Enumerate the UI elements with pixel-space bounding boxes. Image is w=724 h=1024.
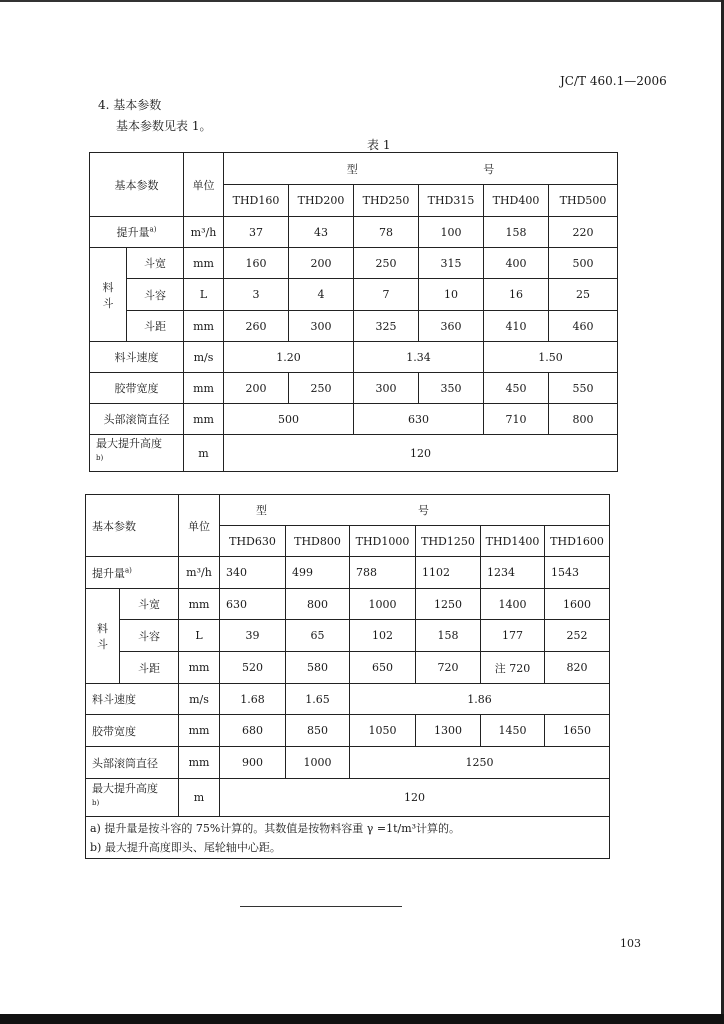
value-cell: 1.34 xyxy=(354,342,484,373)
header-unit: 单位 xyxy=(184,153,224,217)
drum-label: 头部滚筒直径 xyxy=(90,404,184,435)
footnote-ref-b: b) xyxy=(92,798,100,807)
value-cell: 850 xyxy=(286,715,350,747)
value-cell: 325 xyxy=(354,311,419,342)
value-cell: 252 xyxy=(545,620,610,652)
model-cell: THD400 xyxy=(484,185,549,217)
value-cell: 1000 xyxy=(350,589,416,620)
table-caption: 表 1 xyxy=(367,138,391,152)
document-code: JC/T 460.1—2006 xyxy=(560,74,667,88)
type-label-a: 型 xyxy=(346,162,358,176)
drum-unit: mm xyxy=(184,404,224,435)
value-cell: 499 xyxy=(286,557,350,589)
type-label-b: 号 xyxy=(418,504,430,517)
value-cell: 300 xyxy=(289,311,354,342)
value-cell: 1.50 xyxy=(484,342,618,373)
value-cell: 300 xyxy=(354,373,419,404)
value-cell: 315 xyxy=(419,248,484,279)
value-cell: 160 xyxy=(224,248,289,279)
value-cell: 1250 xyxy=(350,747,610,779)
drum-unit: mm xyxy=(179,747,220,779)
value-cell: 630 xyxy=(220,589,286,620)
value-cell: 1450 xyxy=(481,715,545,747)
value-cell: 158 xyxy=(416,620,481,652)
height-unit: m xyxy=(184,435,224,472)
value-cell: 4 xyxy=(289,279,354,311)
height-label: 最大提升高度 $^{b)}$ xyxy=(90,435,184,472)
value-cell: 260 xyxy=(224,311,289,342)
value-cell: 1400 xyxy=(481,589,545,620)
value-cell: 360 xyxy=(419,311,484,342)
value-cell: 1543 xyxy=(545,557,610,589)
footnote-ref-b: b) xyxy=(96,454,104,463)
value-cell: 250 xyxy=(289,373,354,404)
lift-unit: m³/h xyxy=(184,217,224,248)
speed-unit: m/s xyxy=(179,684,220,715)
value-cell: 1300 xyxy=(416,715,481,747)
value-cell: 200 xyxy=(224,373,289,404)
lift-unit: m³/h xyxy=(179,557,220,589)
value-cell: 1600 xyxy=(545,589,610,620)
footnote-b: b) 最大提升高度即头、尾轮轴中心距。 xyxy=(90,840,281,854)
value-cell: 1234 xyxy=(481,557,545,589)
header-type xyxy=(220,495,610,526)
drum-label: 头部滚筒直径 xyxy=(86,747,179,779)
model-cell: THD1600 xyxy=(545,526,610,557)
value-cell: 158 xyxy=(484,217,549,248)
header-param: 基本参数 xyxy=(90,153,184,217)
value-cell: 16 xyxy=(484,279,549,311)
pitch-unit: mm xyxy=(179,652,220,684)
volume-label: 斗容 xyxy=(127,279,184,311)
value-cell: 400 xyxy=(484,248,549,279)
value-cell: 460 xyxy=(549,311,618,342)
value-cell: 800 xyxy=(286,589,350,620)
header-unit: 单位 xyxy=(179,495,220,557)
model-cell: THD630 xyxy=(220,526,286,557)
value-cell: 注 720 xyxy=(481,652,545,684)
value-cell: 1.68 xyxy=(220,684,286,715)
lift-label: 提升量$^{a)}$ xyxy=(90,217,184,248)
value-cell: 1250 xyxy=(416,589,481,620)
pitch-unit: mm xyxy=(184,311,224,342)
value-cell: 900 xyxy=(220,747,286,779)
value-cell: 1000 xyxy=(286,747,350,779)
value-cell: 43 xyxy=(289,217,354,248)
bucket-group-label: 料 斗 xyxy=(86,589,120,684)
value-cell: 450 xyxy=(484,373,549,404)
value-cell: 78 xyxy=(354,217,419,248)
table-footnotes xyxy=(86,817,610,859)
footnote-ref-a: a) xyxy=(149,225,157,234)
value-cell: 120 xyxy=(224,435,618,472)
value-cell: 7 xyxy=(354,279,419,311)
scan-edge-top xyxy=(0,0,724,2)
model-cell: THD160 xyxy=(224,185,289,217)
page-number: 103 xyxy=(620,937,641,950)
model-cell: THD1400 xyxy=(481,526,545,557)
value-cell: 788 xyxy=(350,557,416,589)
width-unit: mm xyxy=(179,589,220,620)
value-cell: 220 xyxy=(549,217,618,248)
value-cell: 500 xyxy=(224,404,354,435)
value-cell: 520 xyxy=(220,652,286,684)
value-cell: 550 xyxy=(549,373,618,404)
value-cell: 410 xyxy=(484,311,549,342)
value-cell: 102 xyxy=(350,620,416,652)
value-cell: 65 xyxy=(286,620,350,652)
height-label: 最大提升高度 $^{b)}$ xyxy=(86,779,179,817)
value-cell: 1102 xyxy=(416,557,481,589)
value-cell: 10 xyxy=(419,279,484,311)
value-cell: 1650 xyxy=(545,715,610,747)
width-label: 斗宽 xyxy=(127,248,184,279)
pitch-label: 斗距 xyxy=(120,652,179,684)
belt-label: 胶带宽度 xyxy=(86,715,179,747)
value-cell: 177 xyxy=(481,620,545,652)
value-cell: 820 xyxy=(545,652,610,684)
volume-label: 斗容 xyxy=(120,620,179,652)
value-cell: 350 xyxy=(419,373,484,404)
spec-table-1 xyxy=(89,152,618,472)
lift-label: 提升量$^{a)}$ xyxy=(86,557,179,589)
width-unit: mm xyxy=(184,248,224,279)
header-type xyxy=(224,153,618,185)
speed-label: 料斗速度 xyxy=(86,684,179,715)
model-cell: THD250 xyxy=(354,185,419,217)
value-cell: 800 xyxy=(549,404,618,435)
spec-table-2 xyxy=(85,494,610,859)
width-label: 斗宽 xyxy=(120,589,179,620)
type-label-b: 号 xyxy=(483,162,495,176)
value-cell: 250 xyxy=(354,248,419,279)
value-cell: 37 xyxy=(224,217,289,248)
value-cell: 1050 xyxy=(350,715,416,747)
model-cell: THD800 xyxy=(286,526,350,557)
volume-unit: L xyxy=(184,279,224,311)
model-cell: THD200 xyxy=(289,185,354,217)
value-cell: 1.65 xyxy=(286,684,350,715)
model-cell: THD1000 xyxy=(350,526,416,557)
section-heading: 4. 基本参数 xyxy=(98,98,162,112)
bucket-group-label: 料 斗 xyxy=(90,248,127,342)
speed-unit: m/s xyxy=(184,342,224,373)
pitch-label: 斗距 xyxy=(127,311,184,342)
value-cell: 25 xyxy=(549,279,618,311)
value-cell: 340 xyxy=(220,557,286,589)
value-cell: 680 xyxy=(220,715,286,747)
scan-edge-bottom xyxy=(0,1014,724,1024)
footer-rule xyxy=(240,906,402,907)
belt-label: 胶带宽度 xyxy=(90,373,184,404)
model-cell: THD1250 xyxy=(416,526,481,557)
speed-label: 料斗速度 xyxy=(90,342,184,373)
header-param: 基本参数 xyxy=(86,495,179,557)
value-cell: 710 xyxy=(484,404,549,435)
value-cell: 39 xyxy=(220,620,286,652)
volume-unit: L xyxy=(179,620,220,652)
footnote-a: a) 提升量是按斗容的 75%计算的。其数值是按物料容重 γ =1t/m³计算的。 xyxy=(90,821,461,835)
value-cell: 500 xyxy=(549,248,618,279)
belt-unit: mm xyxy=(179,715,220,747)
value-cell: 1.20 xyxy=(224,342,354,373)
value-cell: 720 xyxy=(416,652,481,684)
value-cell: 200 xyxy=(289,248,354,279)
belt-unit: mm xyxy=(184,373,224,404)
value-cell: 650 xyxy=(350,652,416,684)
footnote-ref-a: a) xyxy=(125,565,132,574)
value-cell: 580 xyxy=(286,652,350,684)
value-cell: 630 xyxy=(354,404,484,435)
value-cell: 3 xyxy=(224,279,289,311)
value-cell: 120 xyxy=(220,779,610,817)
value-cell: 100 xyxy=(419,217,484,248)
type-label-a: 型 xyxy=(256,504,267,517)
section-text: 基本参数见表 1。 xyxy=(116,119,212,133)
model-cell: THD315 xyxy=(419,185,484,217)
model-cell: THD500 xyxy=(549,185,618,217)
height-unit: m xyxy=(179,779,220,817)
value-cell: 1.86 xyxy=(350,684,610,715)
